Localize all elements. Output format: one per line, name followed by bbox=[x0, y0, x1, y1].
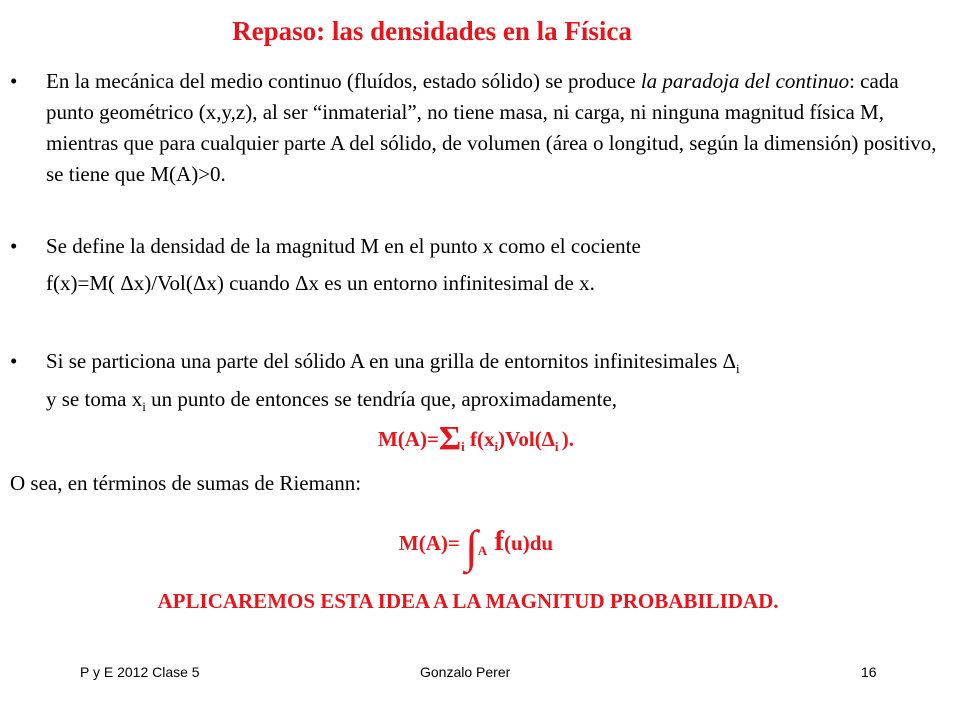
bullet-text-part: Si se particiona una parte del sólido A en una grilla de entornitos infinitesimales Δ bbox=[46, 349, 737, 373]
formula-part: (u)du bbox=[504, 531, 554, 555]
formula-part: f(x bbox=[464, 427, 495, 451]
integral-formula bbox=[0, 520, 956, 573]
formula-part: )Vol(Δ bbox=[498, 427, 555, 451]
bullet-density-definition bbox=[10, 231, 940, 262]
riemann-intro-text: O sea, en términos de sumas de Riemann: bbox=[10, 471, 362, 495]
bullet-text bbox=[46, 66, 940, 190]
sigma-symbol: Σ bbox=[438, 420, 462, 457]
formula-part: ). bbox=[561, 427, 575, 451]
bullet-text: Se define la densidad de la magnitud M en el punto x como el cociente bbox=[46, 234, 641, 258]
slide-title: Repaso: las densidades en la Física bbox=[232, 16, 632, 46]
subscript: i bbox=[736, 361, 740, 376]
footer-author: Gonzalo Perer bbox=[420, 664, 511, 680]
formula-lhs: M(A)= bbox=[398, 531, 466, 555]
bullet-text-part: y se toma x bbox=[46, 387, 143, 411]
riemann-sum-formula bbox=[0, 420, 956, 458]
bullet-dot: • bbox=[10, 69, 18, 93]
bullet-italic-term: la paradoja del continuo bbox=[640, 69, 850, 93]
subscript: i bbox=[554, 439, 562, 454]
subscript: i bbox=[494, 439, 499, 454]
formula-lhs: M(A)= bbox=[377, 427, 439, 451]
bullet-text-part: En la mecánica del medio continuo (fluídos, estado sólido) se produce bbox=[46, 69, 641, 93]
subscript: A bbox=[477, 543, 488, 558]
page-number: 16 bbox=[861, 664, 877, 680]
bullet-continuum-paradox bbox=[10, 66, 940, 190]
footer-course: P y E 2012 Clase 5 bbox=[80, 664, 200, 680]
subscript: i bbox=[461, 439, 465, 454]
bullet-dot: • bbox=[10, 349, 18, 373]
bullet-text-part: un punto de entonces se tendría que, aproximadamente, bbox=[145, 387, 618, 411]
bullet-dot: • bbox=[10, 234, 18, 258]
integral-symbol: ∫ bbox=[465, 521, 478, 572]
bullet-text-part: : cada punto geométrico (x,y,z), al ser “inmaterial”, no tiene masa, ni carga, ni ninguna magnitud física M, mientras que para cualquier parte A del sólido, de volumen (área o longitud, según la dimensión) positivo, se tiene que M(A)>0. bbox=[46, 69, 937, 186]
bullet-text bbox=[46, 346, 940, 422]
subscript: i bbox=[142, 399, 146, 414]
density-function: f bbox=[487, 525, 505, 557]
closing-statement: APLICAREMOS ESTA IDEA A LA MAGNITUD PROBABILIDAD. bbox=[157, 589, 779, 613]
density-formula-line: f(x)=M( Δx)/Vol(Δx) cuando Δx es un entorno infinitesimal de x. bbox=[46, 271, 595, 295]
bullet-partition bbox=[10, 346, 940, 422]
